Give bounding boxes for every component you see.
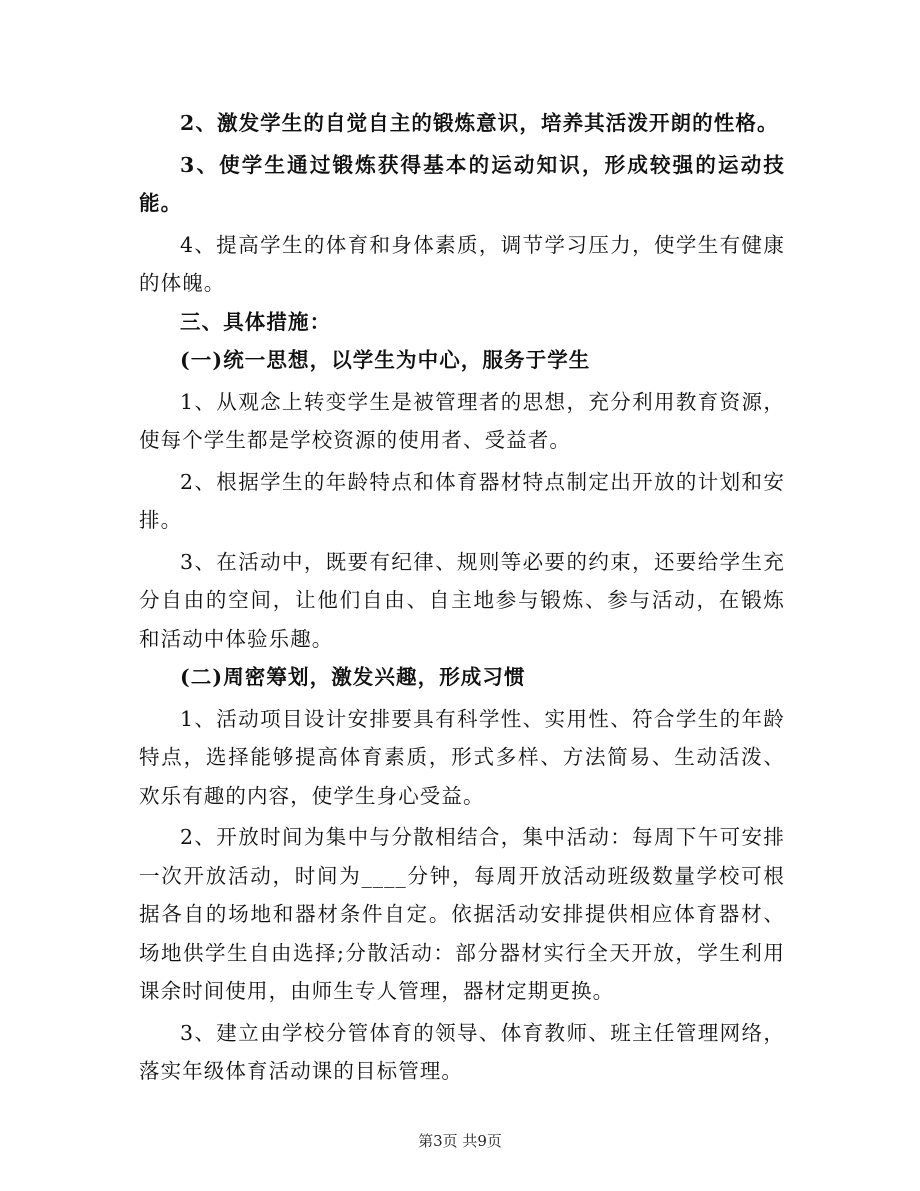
paragraph-measure-1-1: 1、从观念上转变学生是被管理者的思想，充分利用教育资源，使每个学生都是学校资源的使用者、受益者。 [139,389,785,452]
paragraph-goal-4: 4、提高学生的体育和身体素质，调节学习压力，使学生有健康的体魄。 [139,232,785,295]
paragraph-measure-2-3: 3、建立由学校分管体育的领导、体育教师、班主任管理网络，落实年级体育活动课的目标管理。 [139,1020,785,1083]
paragraph-goal-2: 2、激发学生的自觉自主的锻炼意识，培养其活泼开朗的性格。 [180,111,779,135]
page-number-footer: 第3页 共9页 [418,1132,502,1150]
document-body [139,104,785,1091]
subsection-heading-2: (二)周密筹划，激发兴趣，形成习惯 [180,665,526,689]
paragraph-measure-1-2: 2、根据学生的年龄特点和体育器材特点制定出开放的计划和安排。 [139,469,785,532]
paragraph-goal-3: 3、使学生通过锻炼获得基本的运动知识，形成较强的运动技能。 [139,152,785,215]
subsection-heading-1: (一)统一思想，以学生为中心，服务于学生 [180,348,591,372]
section-heading-measures: 三、具体措施： [180,309,332,334]
paragraph-measure-1-3: 3、在活动中，既要有纪律、规则等必要的约束，还要给学生充分自由的空间，让他们自由、自主地参与锻炼、参与活动，在锻炼和活动中体验乐趣。 [139,549,785,651]
paragraph-measure-2-1: 1、活动项目设计安排要具有科学性、实用性、符合学生的年龄特点，选择能够提高体育素质，形式多样、方法简易、生动活泼、欢乐有趣的内容，使学生身心受益。 [139,706,785,808]
paragraph-measure-2-2: 2、开放时间为集中与分散相结合，集中活动：每周下午可安排一次开放活动，时间为____分钟，每周开放活动班级数量学校可根据各自的场地和器材条件自定。依据活动安排提供相应体育器材、场地供学生自由选择;分散活动：部分器材实行全天开放，学生利用课余时间使用，由师生专人管理，器材定期更换。 [139,825,785,1003]
